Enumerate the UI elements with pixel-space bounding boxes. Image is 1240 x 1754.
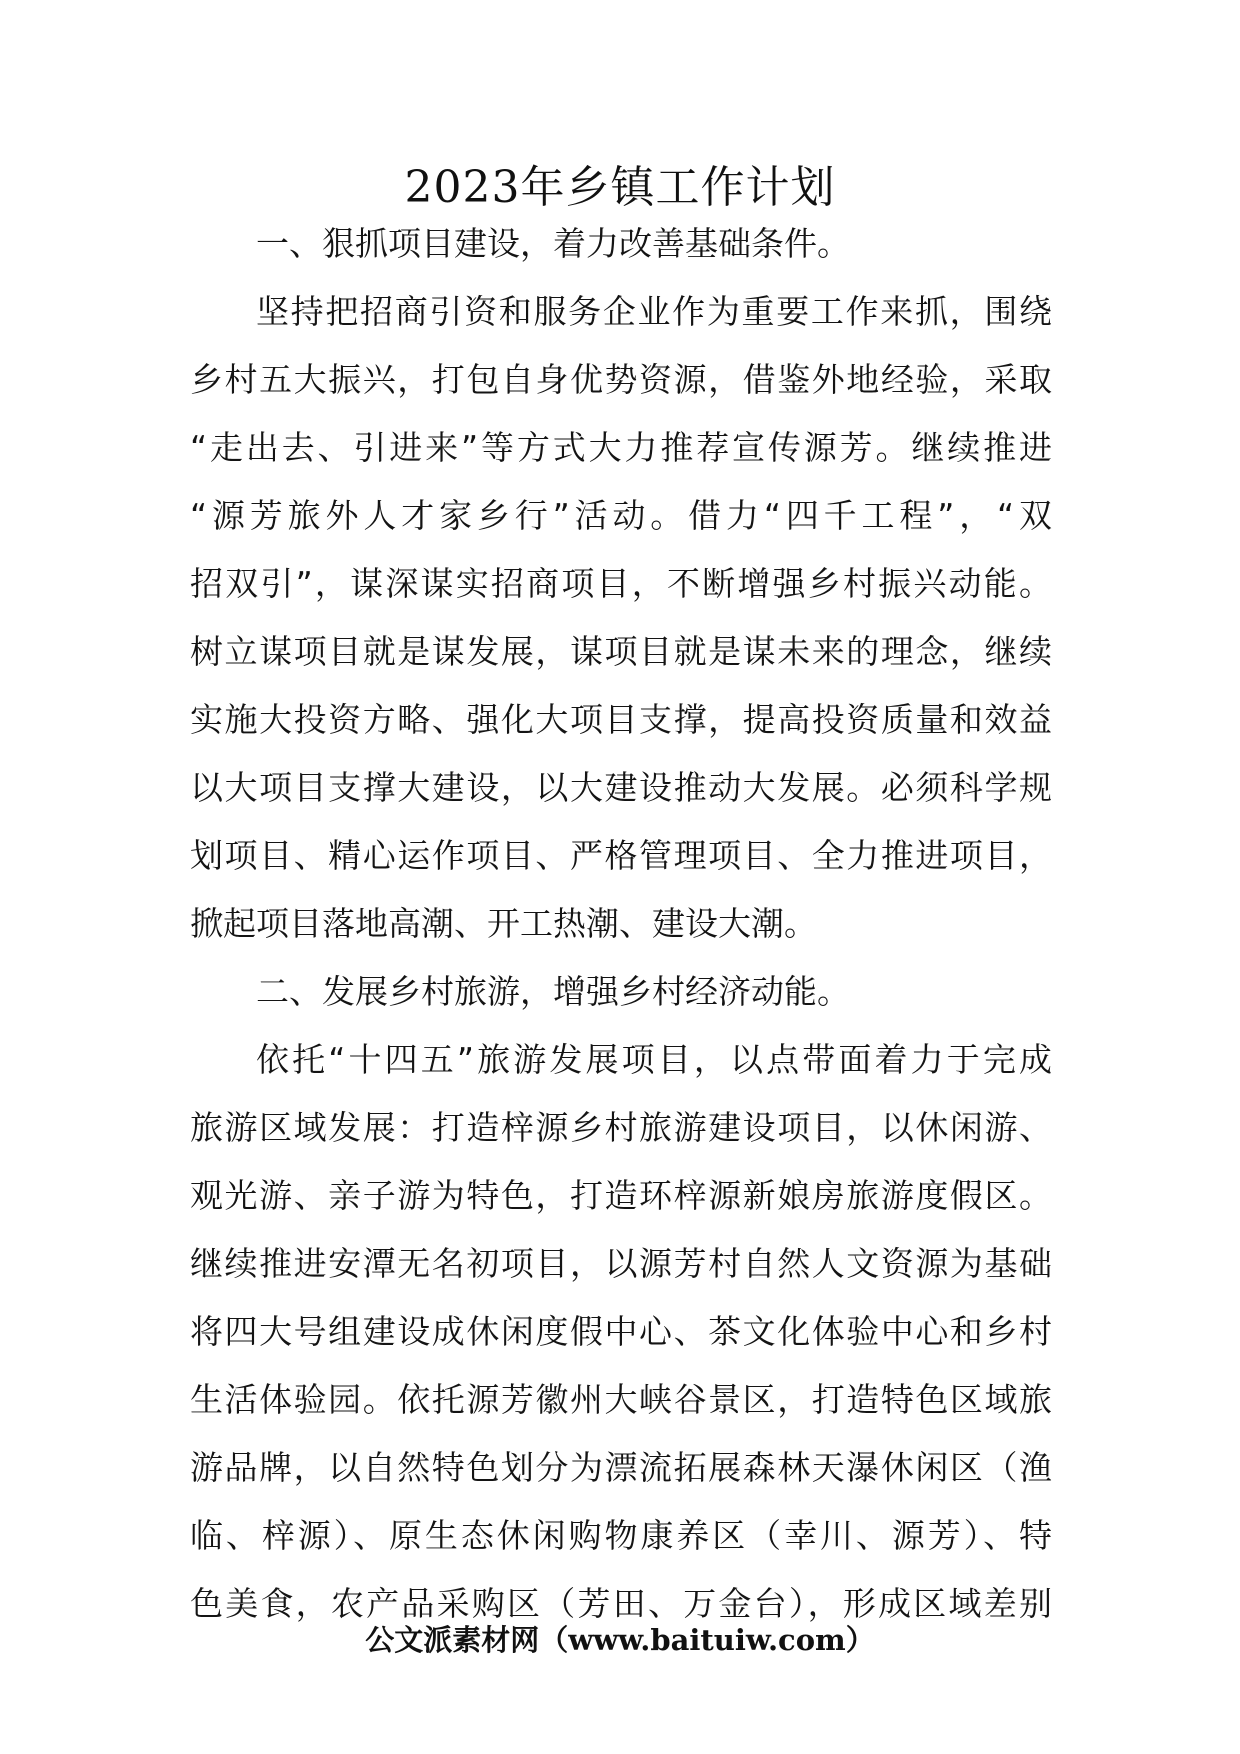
text-line: 实施大投资方略、强化大项目支撑，提高投资质量和效益 [190,700,1052,739]
text-line: 坚持把招商引资和服务企业作为重要工作来抓，围绕 [256,292,1052,331]
text-line: 掀起项目落地高潮、开工热潮、建设大潮。 [190,904,817,943]
text-line: 游品牌，以自然特色划分为漂流拓展森林天瀑休闲区（渔 [190,1448,1052,1487]
text-line: 二、发展乡村旅游，增强乡村经济动能。 [256,972,850,1011]
text-line: 以大项目支撑大建设，以大建设推动大发展。必须科学规 [190,768,1052,807]
text-line: 旅游区域发展：打造梓源乡村旅游建设项目，以休闲游、 [190,1108,1052,1147]
footer-watermark: 公文派素材网（www.baituiw.com） [365,1623,875,1657]
document-body [190,210,1052,1638]
document-title: 2023年乡镇工作计划 [404,162,836,213]
text-line: 色美食，农产品采购区（芳田、万金台），形成区域差别 [190,1584,1052,1623]
text-line: 乡村五大振兴，打包自身优势资源，借鉴外地经验，采取 [190,360,1052,399]
text-line: 划项目、精心运作项目、严格管理项目、全力推进项目， [190,836,1052,875]
text-line: 将四大号组建设成休闲度假中心、茶文化体验中心和乡村 [190,1312,1052,1351]
text-line: 一、狠抓项目建设，着力改善基础条件。 [256,224,850,263]
text-line: 临、梓源）、原生态休闲购物康养区（幸川、源芳）、特 [190,1516,1052,1555]
text-line: 继续推进安潭无名初项目，以源芳村自然人文资源为基础 [190,1244,1052,1283]
text-line: 招双引”，谋深谋实招商项目，不断增强乡村振兴动能。 [190,564,1052,603]
text-line: “走出去、引进来”等方式大力推荐宣传源芳。继续推进 [190,428,1052,467]
text-line: 观光游、亲子游为特色，打造环梓源新娘房旅游度假区。 [190,1176,1052,1215]
text-line: 生活体验园。依托源芳徽州大峡谷景区，打造特色区域旅 [190,1380,1052,1419]
text-line: 依托“十四五”旅游发展项目，以点带面着力于完成 [256,1040,1052,1079]
text-line: 树立谋项目就是谋发展，谋项目就是谋未来的理念，继续 [190,632,1052,671]
text-line: “源芳旅外人才家乡行”活动。借力“四千工程”，“双 [190,496,1052,535]
